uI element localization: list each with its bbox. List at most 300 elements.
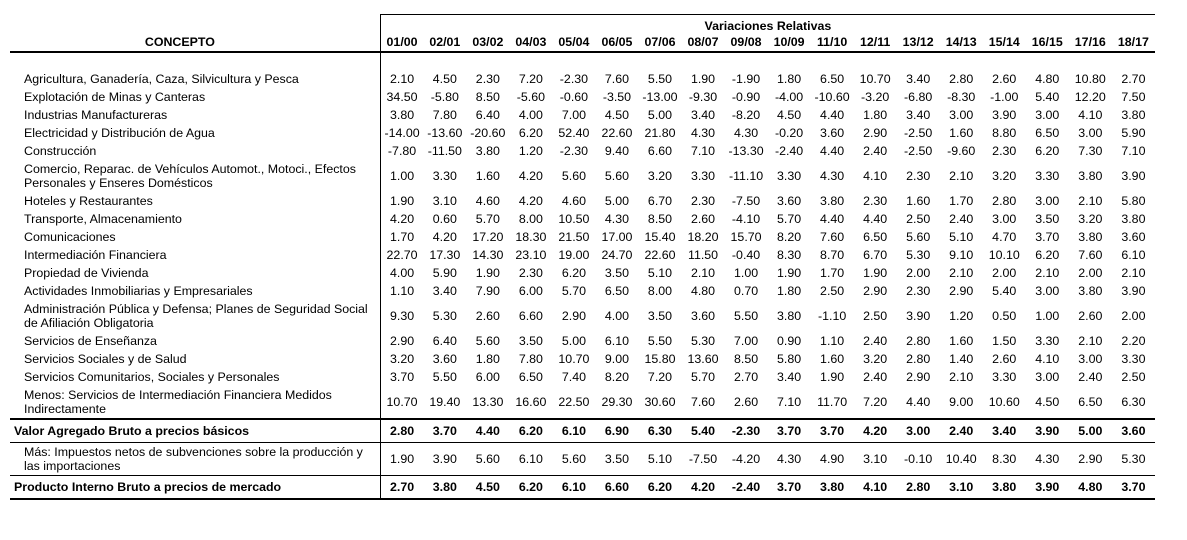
table-row bbox=[10, 106, 1155, 124]
cell-value: 5.50 bbox=[733, 309, 759, 323]
cell-value: -1.10 bbox=[817, 309, 847, 323]
cell-value: 24.70 bbox=[601, 248, 633, 262]
cell-value: 1.10 bbox=[820, 334, 845, 348]
cell-value: 2.30 bbox=[518, 266, 543, 280]
cell-value: 3.20 bbox=[992, 169, 1017, 183]
cell-value: 1.20 bbox=[518, 144, 543, 158]
cell-value: 9.30 bbox=[389, 309, 415, 323]
cell-value: 2.90 bbox=[561, 309, 586, 323]
cell-value: 6.90 bbox=[595, 419, 638, 443]
cell-value: 3.90 bbox=[1121, 169, 1146, 183]
cell-value: 1.60 bbox=[949, 334, 974, 348]
cell-value: 18.30 bbox=[515, 230, 547, 244]
row-label: Producto Interno Bruto a precios de mercado bbox=[10, 476, 380, 500]
cell-value: 22.60 bbox=[601, 126, 633, 140]
cell-value: 6.50 bbox=[820, 72, 845, 86]
cell-value: 4.10 bbox=[863, 169, 888, 183]
cell-value: 8.30 bbox=[777, 248, 802, 262]
cell-value: 4.70 bbox=[992, 230, 1017, 244]
cell-value: 6.10 bbox=[552, 419, 595, 443]
cell-value: 6.20 bbox=[561, 266, 586, 280]
cell-value: 5.40 bbox=[1035, 90, 1060, 104]
cell-value: 2.90 bbox=[863, 126, 888, 140]
cell-value: 6.50 bbox=[1035, 126, 1060, 140]
cell-value: 2.80 bbox=[906, 334, 931, 348]
cell-value: -7.50 bbox=[731, 194, 761, 208]
cell-value: 5.10 bbox=[949, 230, 974, 244]
cell-value: 22.70 bbox=[386, 248, 418, 262]
cell-value: 7.80 bbox=[432, 108, 457, 122]
cell-value: 5.30 bbox=[690, 334, 716, 348]
cell-value: 4.00 bbox=[389, 266, 415, 280]
cell-value: 3.80 bbox=[423, 476, 466, 500]
cell-value: 7.80 bbox=[518, 352, 543, 366]
cell-value: 2.40 bbox=[863, 144, 888, 158]
cell-value: 2.30 bbox=[992, 144, 1017, 158]
cell-value: 4.50 bbox=[604, 108, 630, 122]
cell-value: 2.50 bbox=[906, 212, 931, 226]
cell-value: 2.40 bbox=[1078, 370, 1103, 384]
period-header: 10/09 bbox=[768, 33, 811, 52]
cell-value: -13.30 bbox=[728, 144, 764, 158]
cell-value: -2.30 bbox=[559, 144, 589, 158]
cell-value: 29.30 bbox=[601, 395, 633, 409]
cell-value: 3.90 bbox=[992, 108, 1017, 122]
cell-value: 3.90 bbox=[1026, 476, 1069, 500]
cell-value: 3.80 bbox=[1121, 108, 1146, 122]
table-row bbox=[10, 124, 1155, 142]
cell-value: 5.60 bbox=[604, 169, 630, 183]
cell-value: 3.70 bbox=[389, 370, 415, 384]
cell-value: 6.40 bbox=[475, 108, 500, 122]
cell-value: 5.50 bbox=[647, 334, 673, 348]
cell-value: -8.30 bbox=[947, 90, 976, 104]
cell-value: 2.90 bbox=[949, 284, 974, 298]
cell-value: 4.40 bbox=[863, 212, 888, 226]
table-row bbox=[10, 192, 1155, 210]
cell-value: 4.20 bbox=[389, 212, 415, 226]
cell-value: 6.20 bbox=[638, 476, 681, 500]
cell-value: 3.40 bbox=[906, 72, 931, 86]
cell-value: 3.40 bbox=[906, 108, 931, 122]
cell-value: 6.50 bbox=[604, 284, 630, 298]
cell-value: 8.30 bbox=[992, 452, 1017, 466]
cell-value: 7.60 bbox=[820, 230, 845, 244]
cell-value: 34.50 bbox=[386, 90, 418, 104]
cell-value: 3.30 bbox=[777, 169, 802, 183]
cell-value: 3.70 bbox=[768, 476, 811, 500]
cell-value: -7.80 bbox=[387, 144, 417, 158]
cell-value: 5.70 bbox=[561, 284, 586, 298]
cell-value: 6.10 bbox=[518, 452, 543, 466]
cell-value: 2.30 bbox=[690, 194, 716, 208]
cell-value: -1.90 bbox=[731, 72, 761, 86]
cell-value: 4.50 bbox=[777, 108, 802, 122]
cell-value: 3.20 bbox=[647, 169, 673, 183]
table-row bbox=[10, 264, 1155, 282]
cell-value: 6.50 bbox=[863, 230, 888, 244]
cell-value: -11.50 bbox=[427, 144, 462, 158]
cell-value: 2.00 bbox=[1078, 266, 1103, 280]
cell-value: 1.00 bbox=[1035, 309, 1060, 323]
cell-value: 3.30 bbox=[1035, 334, 1060, 348]
row-label: Hoteles y Restaurantes bbox=[10, 192, 380, 210]
row-label: Electricidad y Distribución de Agua bbox=[10, 124, 380, 142]
cell-value: 17.20 bbox=[472, 230, 504, 244]
cell-value: 8.50 bbox=[733, 352, 759, 366]
cell-value: 7.10 bbox=[1121, 144, 1146, 158]
table-row bbox=[10, 386, 1155, 419]
cell-value: 2.70 bbox=[733, 370, 759, 384]
cell-value: 5.70 bbox=[475, 212, 500, 226]
cell-value: 2.80 bbox=[949, 72, 974, 86]
cell-value: 4.30 bbox=[820, 169, 845, 183]
cell-value: -6.80 bbox=[904, 90, 933, 104]
cell-value: 23.10 bbox=[515, 248, 547, 262]
cell-value: 1.10 bbox=[389, 284, 415, 298]
cell-value: 3.40 bbox=[983, 419, 1026, 443]
cell-value: -20.60 bbox=[470, 126, 506, 140]
period-header: 06/05 bbox=[595, 33, 638, 52]
cell-value: 10.40 bbox=[945, 452, 977, 466]
cell-value: 3.70 bbox=[423, 419, 466, 443]
cell-value: 5.00 bbox=[1069, 419, 1112, 443]
cell-value: 1.90 bbox=[690, 72, 716, 86]
cell-value: 3.60 bbox=[1121, 230, 1146, 244]
cell-value: 5.30 bbox=[432, 309, 457, 323]
cell-value: 6.10 bbox=[1121, 248, 1146, 262]
cell-value: 3.50 bbox=[1035, 212, 1060, 226]
row-label: Más: Impuestos netos de subvenciones sobre la producción y las importaciones bbox=[10, 443, 380, 476]
cell-value: -0.20 bbox=[774, 126, 804, 140]
cell-value: 3.80 bbox=[1078, 284, 1103, 298]
cell-value: -13.60 bbox=[427, 126, 463, 140]
cell-value: 2.80 bbox=[380, 419, 423, 443]
cell-value: 4.40 bbox=[820, 212, 845, 226]
cell-value: 3.70 bbox=[768, 419, 811, 443]
table-row bbox=[10, 443, 1155, 476]
cell-value: 3.40 bbox=[777, 370, 802, 384]
cell-value: -14.00 bbox=[384, 126, 420, 140]
cell-value: 6.20 bbox=[509, 419, 552, 443]
cell-value: 2.70 bbox=[1121, 72, 1146, 86]
cell-value: 18.20 bbox=[687, 230, 719, 244]
cell-value: 6.00 bbox=[475, 370, 500, 384]
cell-value: 7.00 bbox=[561, 108, 586, 122]
cell-value: 2.80 bbox=[897, 476, 940, 500]
cell-value: 7.20 bbox=[863, 395, 888, 409]
cell-value: 3.90 bbox=[1121, 284, 1146, 298]
cell-value: 7.20 bbox=[647, 370, 673, 384]
cell-value: 8.70 bbox=[820, 248, 845, 262]
cell-value: -13.00 bbox=[642, 90, 678, 104]
cell-value: 2.30 bbox=[906, 284, 931, 298]
cell-value: 15.80 bbox=[644, 352, 676, 366]
cell-value: 9.00 bbox=[604, 352, 630, 366]
table-row bbox=[10, 210, 1155, 228]
cell-value: -2.50 bbox=[904, 144, 933, 158]
row-label: Servicios Sociales y de Salud bbox=[10, 350, 380, 368]
cell-value: 3.20 bbox=[1078, 212, 1103, 226]
cell-value: -2.40 bbox=[774, 144, 804, 158]
cell-value: 4.00 bbox=[518, 108, 543, 122]
cell-value: 13.60 bbox=[687, 352, 719, 366]
cell-value: 3.50 bbox=[604, 452, 630, 466]
row-label: Comunicaciones bbox=[10, 228, 380, 246]
period-header: 12/11 bbox=[854, 33, 897, 52]
cell-value: 3.90 bbox=[432, 452, 457, 466]
cell-value: 8.00 bbox=[518, 212, 543, 226]
header-corner bbox=[10, 15, 380, 34]
cell-value: 3.30 bbox=[1035, 169, 1060, 183]
cell-value: 2.10 bbox=[1035, 266, 1060, 280]
cell-value: 3.30 bbox=[992, 370, 1017, 384]
cell-value: 3.60 bbox=[820, 126, 845, 140]
row-label: Construcción bbox=[10, 142, 380, 160]
cell-value: -2.40 bbox=[725, 476, 768, 500]
cell-value: 6.40 bbox=[432, 334, 457, 348]
cell-value: 5.40 bbox=[682, 419, 725, 443]
cell-value: 2.10 bbox=[1078, 194, 1103, 208]
cell-value: 6.20 bbox=[518, 126, 543, 140]
cell-value: 4.40 bbox=[466, 419, 509, 443]
cell-value: 7.40 bbox=[561, 370, 586, 384]
cell-value: 7.60 bbox=[690, 395, 716, 409]
cell-value: 16.60 bbox=[515, 395, 547, 409]
row-label: Actividades Inmobiliarias y Empresariales bbox=[10, 282, 380, 300]
cell-value: 3.40 bbox=[690, 108, 716, 122]
cell-value: 5.60 bbox=[906, 230, 931, 244]
cell-value: 2.00 bbox=[906, 266, 931, 280]
cell-value: 3.30 bbox=[1121, 352, 1146, 366]
cell-value: 4.10 bbox=[854, 476, 897, 500]
row-label: Explotación de Minas y Canteras bbox=[10, 88, 380, 106]
table-row bbox=[10, 419, 1155, 443]
cell-value: 3.90 bbox=[906, 309, 931, 323]
cell-value: 5.60 bbox=[561, 452, 586, 466]
cell-value: 5.80 bbox=[1121, 194, 1146, 208]
cell-value: 6.10 bbox=[604, 334, 630, 348]
cell-value: 4.50 bbox=[466, 476, 509, 500]
cell-value: 1.80 bbox=[475, 352, 500, 366]
table-row bbox=[10, 228, 1155, 246]
cell-value: 1.90 bbox=[820, 370, 845, 384]
cell-value: 5.00 bbox=[647, 108, 673, 122]
table-row bbox=[10, 332, 1155, 350]
cell-value: 3.60 bbox=[690, 309, 716, 323]
row-label: Servicios de Enseñanza bbox=[10, 332, 380, 350]
cell-value: 2.70 bbox=[380, 476, 423, 500]
cell-value: 6.20 bbox=[509, 476, 552, 500]
cell-value: 7.10 bbox=[777, 395, 802, 409]
cell-value: -0.10 bbox=[904, 452, 933, 466]
cell-value: 4.50 bbox=[432, 72, 457, 86]
table-row bbox=[10, 300, 1155, 332]
cell-value: 22.50 bbox=[558, 395, 590, 409]
cell-value: 2.80 bbox=[992, 194, 1017, 208]
cell-value: 2.90 bbox=[389, 334, 415, 348]
row-label: Servicios Comunitarios, Sociales y Personales bbox=[10, 368, 380, 386]
period-header: 14/13 bbox=[940, 33, 983, 52]
cell-value: 3.80 bbox=[1121, 212, 1146, 226]
cell-value: -4.20 bbox=[731, 452, 761, 466]
cell-value: 2.50 bbox=[820, 284, 845, 298]
cell-value: 3.60 bbox=[1112, 419, 1155, 443]
cell-value: 1.50 bbox=[992, 334, 1017, 348]
cell-value: 2.10 bbox=[1121, 266, 1146, 280]
cell-value: 3.40 bbox=[432, 284, 457, 298]
period-header: 16/15 bbox=[1026, 33, 1069, 52]
row-label: Comercio, Reparac. de Vehículos Automot., Motoci., Efectos Personales y Enseres Domésticos bbox=[10, 160, 380, 192]
cell-value: 1.90 bbox=[389, 452, 415, 466]
header-row-periods bbox=[10, 33, 1155, 52]
cell-value: -8.20 bbox=[731, 108, 761, 122]
cell-value: -0.90 bbox=[731, 90, 761, 104]
cell-value: 4.10 bbox=[1035, 352, 1060, 366]
cell-value: 6.30 bbox=[638, 419, 681, 443]
cell-value: 3.20 bbox=[863, 352, 888, 366]
cell-value: -5.80 bbox=[430, 90, 459, 104]
cell-value: 4.40 bbox=[820, 144, 845, 158]
cell-value: 5.00 bbox=[604, 194, 630, 208]
cell-value: 17.00 bbox=[601, 230, 633, 244]
cell-value: 4.30 bbox=[604, 212, 630, 226]
period-header: 08/07 bbox=[682, 33, 725, 52]
period-header: 04/03 bbox=[509, 33, 552, 52]
cell-value: 5.50 bbox=[432, 370, 457, 384]
period-header: 07/06 bbox=[638, 33, 681, 52]
cell-value: 3.80 bbox=[777, 309, 802, 323]
gdp-variation-table bbox=[10, 14, 1155, 500]
cell-value: 5.00 bbox=[561, 334, 586, 348]
cell-value: -0.60 bbox=[559, 90, 589, 104]
cell-value: 3.00 bbox=[1035, 194, 1060, 208]
cell-value: 4.30 bbox=[1035, 452, 1060, 466]
cell-value: 4.30 bbox=[733, 126, 759, 140]
cell-value: -5.60 bbox=[516, 90, 546, 104]
cell-value: 5.60 bbox=[561, 169, 586, 183]
cell-value: 3.80 bbox=[389, 108, 415, 122]
cell-value: 2.00 bbox=[992, 266, 1017, 280]
cell-value: 4.20 bbox=[432, 230, 457, 244]
cell-value: 2.80 bbox=[906, 352, 931, 366]
cell-value: 1.70 bbox=[949, 194, 974, 208]
cell-value: 0.50 bbox=[992, 309, 1017, 323]
table-row bbox=[10, 88, 1155, 106]
header-row-group bbox=[10, 15, 1155, 34]
period-header: 02/01 bbox=[423, 33, 466, 52]
cell-value: 3.80 bbox=[983, 476, 1026, 500]
cell-value: 4.30 bbox=[777, 452, 802, 466]
cell-value: 4.40 bbox=[906, 395, 931, 409]
cell-value: 2.50 bbox=[863, 309, 888, 323]
cell-value: 10.70 bbox=[859, 72, 891, 86]
spacer-row bbox=[10, 52, 1155, 70]
cell-value: 2.60 bbox=[690, 212, 716, 226]
cell-value: 19.00 bbox=[558, 248, 590, 262]
cell-value: 3.70 bbox=[1112, 476, 1155, 500]
row-label: Administración Pública y Defensa; Planes de Seguridad Social de Afiliación Obligatoria bbox=[10, 300, 380, 332]
period-header: 18/17 bbox=[1112, 33, 1155, 52]
cell-value: 8.80 bbox=[992, 126, 1017, 140]
cell-value: 1.80 bbox=[777, 284, 802, 298]
cell-value: -10.60 bbox=[814, 90, 850, 104]
cell-value: 3.70 bbox=[811, 419, 854, 443]
cell-value: 5.30 bbox=[1121, 452, 1146, 466]
cell-value: 5.10 bbox=[647, 266, 673, 280]
cell-value: 6.70 bbox=[647, 194, 673, 208]
cell-value: 3.80 bbox=[1078, 230, 1103, 244]
cell-value: 3.80 bbox=[811, 476, 854, 500]
cell-value: -0.40 bbox=[731, 248, 761, 262]
table-row bbox=[10, 246, 1155, 264]
table-body bbox=[10, 52, 1155, 499]
cell-value: 0.90 bbox=[777, 334, 802, 348]
cell-value: 3.00 bbox=[992, 212, 1017, 226]
cell-value: 5.10 bbox=[647, 452, 673, 466]
cell-value: 2.00 bbox=[1121, 309, 1146, 323]
cell-value: 2.40 bbox=[940, 419, 983, 443]
cell-value: 2.10 bbox=[949, 169, 974, 183]
cell-value: 3.30 bbox=[690, 169, 716, 183]
cell-value: 7.60 bbox=[1078, 248, 1103, 262]
cell-value: 9.10 bbox=[949, 248, 974, 262]
cell-value: 8.20 bbox=[604, 370, 630, 384]
cell-value: 4.80 bbox=[1069, 476, 1112, 500]
cell-value: 21.80 bbox=[644, 126, 676, 140]
table-row bbox=[10, 282, 1155, 300]
period-header: 15/14 bbox=[983, 33, 1026, 52]
cell-value: 5.90 bbox=[1121, 126, 1146, 140]
cell-value: 4.80 bbox=[690, 284, 716, 298]
cell-value: 2.50 bbox=[1121, 370, 1146, 384]
cell-value: 10.10 bbox=[988, 248, 1020, 262]
cell-value: 9.40 bbox=[604, 144, 630, 158]
cell-value: 2.30 bbox=[475, 72, 500, 86]
cell-value: 2.30 bbox=[906, 169, 931, 183]
cell-value: -9.60 bbox=[947, 144, 976, 158]
cell-value: 5.70 bbox=[777, 212, 802, 226]
cell-value: 14.30 bbox=[472, 248, 504, 262]
table-row bbox=[10, 368, 1155, 386]
row-label: Menos: Servicios de Intermediación Financiera Medidos Indirectamente bbox=[10, 386, 380, 419]
cell-value: 3.10 bbox=[863, 452, 888, 466]
cell-value: 6.50 bbox=[518, 370, 543, 384]
cell-value: 3.60 bbox=[777, 194, 802, 208]
cell-value: 3.50 bbox=[604, 266, 630, 280]
row-label: Intermediación Financiera bbox=[10, 246, 380, 264]
cell-value: 1.90 bbox=[777, 266, 802, 280]
cell-value: 6.20 bbox=[1035, 144, 1060, 158]
table-row bbox=[10, 476, 1155, 500]
cell-value: -9.30 bbox=[688, 90, 718, 104]
cell-value: 3.30 bbox=[432, 169, 457, 183]
cell-value: 1.60 bbox=[820, 352, 845, 366]
cell-value: 4.60 bbox=[561, 194, 586, 208]
cell-value: 6.60 bbox=[595, 476, 638, 500]
cell-value: 52.40 bbox=[558, 126, 590, 140]
cell-value: 1.90 bbox=[863, 266, 888, 280]
cell-value: 4.50 bbox=[1035, 395, 1060, 409]
table-row bbox=[10, 350, 1155, 368]
cell-value: 3.00 bbox=[1078, 126, 1103, 140]
cell-value: 1.60 bbox=[906, 194, 931, 208]
cell-value: 3.00 bbox=[1035, 284, 1060, 298]
cell-value: 2.10 bbox=[690, 266, 716, 280]
cell-value: 2.60 bbox=[475, 309, 500, 323]
cell-value: 4.00 bbox=[604, 309, 630, 323]
cell-value: 1.00 bbox=[733, 266, 759, 280]
